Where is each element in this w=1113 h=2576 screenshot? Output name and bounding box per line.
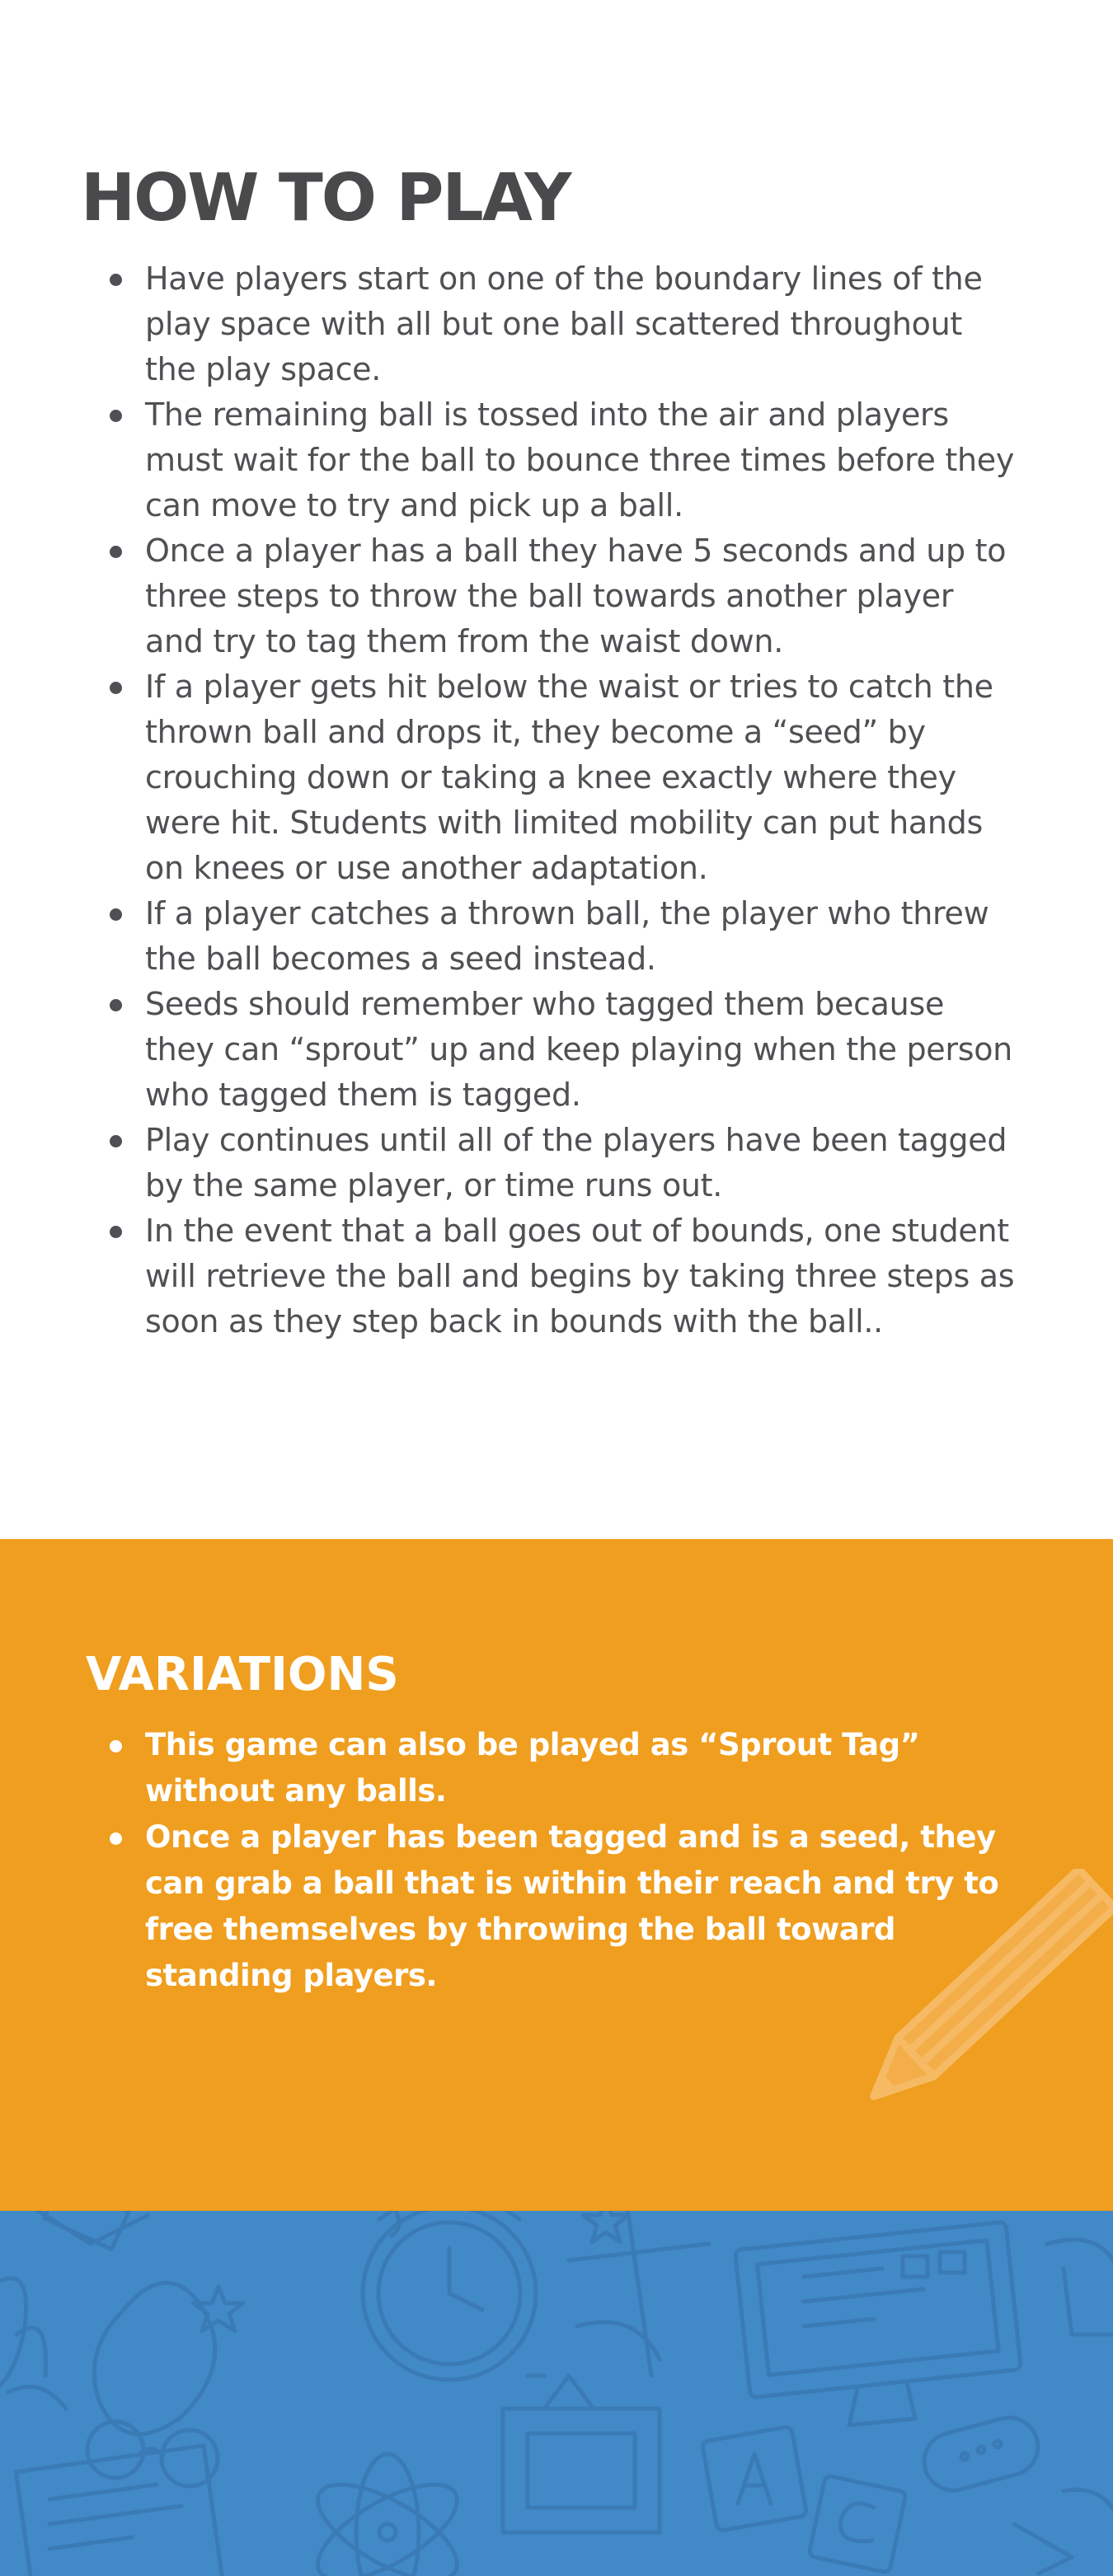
bullet-icon xyxy=(110,1135,122,1147)
list-item xyxy=(145,1208,1019,1344)
how-to-play-title: HOW TO PLAY xyxy=(81,160,571,236)
list-item-text: If a player gets hit below the waist or tries to catch the thrown ball and drops it, they become a “seed” by crouching down or taking a knee exactly where they were hit. Students with limited mobility can put hands on knees or use another adaptation. xyxy=(145,669,993,886)
variations-title: VARIATIONS xyxy=(86,1648,399,1701)
list-item xyxy=(145,1814,1003,1999)
list-item xyxy=(145,256,1019,392)
list-item xyxy=(145,664,1019,891)
footer-pattern-section xyxy=(0,2211,1113,2576)
bullet-icon xyxy=(110,274,122,286)
bullet-icon xyxy=(110,410,122,422)
list-item xyxy=(145,891,1019,982)
list-item-text: The remaining ball is tossed into the air and players must wait for the ball to bounce three times before they can move to try and pick up a ball. xyxy=(145,396,1015,523)
bullet-icon xyxy=(110,1226,122,1238)
variations-list xyxy=(145,1722,1003,1999)
list-item-text: Once a player has a ball they have 5 seconds and up to three steps to throw the ball towards another player and try to tag them from the waist down. xyxy=(145,533,1007,659)
list-item xyxy=(145,1118,1019,1208)
school-doodle-pattern xyxy=(0,2211,1113,2576)
list-item xyxy=(145,392,1019,528)
bullet-icon xyxy=(110,908,122,921)
bullet-icon xyxy=(110,682,122,694)
list-item-text: Play continues until all of the players have been tagged by the same player, or time runs out. xyxy=(145,1122,1007,1204)
list-item-text: Once a player has been tagged and is a seed, they can grab a ball that is within their reach and try to free themselves by throwing the ball toward standing players. xyxy=(145,1819,999,1993)
list-item-text: Have players start on one of the boundary lines of the play space with all but one ball scattered throughout the play space. xyxy=(145,260,983,387)
list-item xyxy=(145,528,1019,664)
variations-section xyxy=(0,1539,1113,2211)
list-item xyxy=(145,982,1019,1118)
bullet-icon xyxy=(110,999,122,1011)
list-item-text: In the event that a ball goes out of bounds, one student will retrieve the ball and begins by taking three steps as soon as they step back in bounds with the ball.. xyxy=(145,1213,1015,1340)
bullet-icon xyxy=(110,1832,122,1845)
bullet-icon xyxy=(110,1740,122,1753)
list-item-text: This game can also be played as “Sprout Tag” without any balls. xyxy=(145,1727,920,1809)
bullet-icon xyxy=(110,546,122,558)
list-item xyxy=(145,1722,1003,1814)
how-to-play-list xyxy=(145,256,1019,1344)
list-item-text: If a player catches a thrown ball, the player who threw the ball becomes a seed instead. xyxy=(145,895,989,977)
list-item-text: Seeds should remember who tagged them because they can “sprout” up and keep playing when the person who tagged them is tagged. xyxy=(145,986,1012,1113)
